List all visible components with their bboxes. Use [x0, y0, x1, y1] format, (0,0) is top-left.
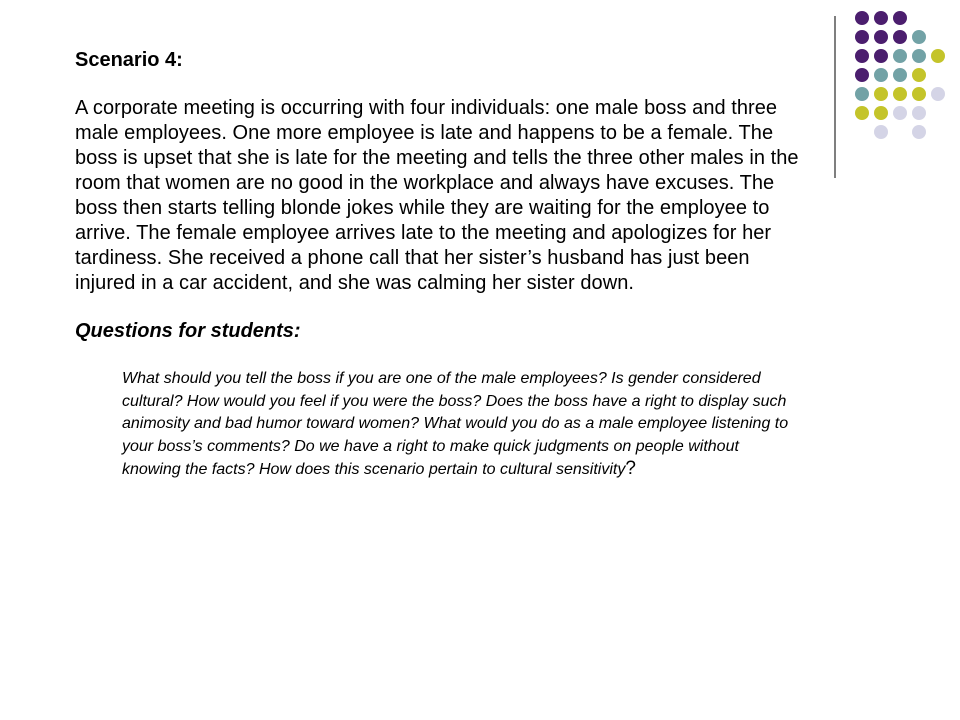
questions-heading: Questions for students:: [75, 320, 301, 342]
decorative-dot: [893, 87, 907, 101]
decorative-dot: [912, 49, 926, 63]
decorative-dot: [855, 11, 869, 25]
decorative-dot: [893, 68, 907, 82]
decorative-dot: [874, 87, 888, 101]
decorative-dot: [855, 106, 869, 120]
decorative-dot: [931, 87, 945, 101]
decorative-dot: [893, 30, 907, 44]
scenario-body: A corporate meeting is occurring with four individuals: one male boss and three male employees. One more employee is late and happens to be a female. The boss is upset that she is late for the meeting and tells the three other males in the room that women are no good in the workplace and always have excuses. The boss then starts telling blonde jokes while they are waiting for the employee to arrive. The female employee arrives late to the meeting and apologizes for her tardiness. She received a phone call that her sister’s husband has just been injured in a car accident, and she was calming her sister down.: [75, 97, 799, 294]
decorative-dot: [931, 49, 945, 63]
decorative-dot: [874, 106, 888, 120]
decorative-dot: [855, 68, 869, 82]
decorative-dot: [855, 87, 869, 101]
decorative-dot: [855, 30, 869, 44]
decorative-dot: [893, 49, 907, 63]
decorative-dot: [874, 125, 888, 139]
decorative-dot: [912, 125, 926, 139]
decorative-dot: [874, 68, 888, 82]
vertical-divider: [834, 16, 836, 178]
questions-text: What should you tell the boss if you are one of the male employees? Is gender considered cultural? How would you feel if you were the boss? Does the boss have a right to display such animosity and bad humor toward women? What would you do as a male employee listening to your boss’s comments? Do we have a right to make quick judgments on people without knowing the facts? How does this scenario pertain to cultural sensitivity: [122, 370, 789, 478]
decorative-dot: [912, 68, 926, 82]
questions-body: [122, 368, 802, 482]
scenario-title: Scenario 4:: [75, 49, 183, 71]
decorative-dot: [874, 11, 888, 25]
questions-end-mark: ?: [625, 458, 636, 479]
decorative-dot: [893, 11, 907, 25]
decorative-dot-grid: [845, 11, 945, 156]
decorative-dot: [874, 30, 888, 44]
decorative-dot: [874, 49, 888, 63]
decorative-dot: [912, 87, 926, 101]
decorative-dot: [912, 30, 926, 44]
slide-content: [75, 44, 815, 482]
decorative-dot: [912, 106, 926, 120]
decorative-dot: [893, 106, 907, 120]
decorative-dot: [855, 49, 869, 63]
